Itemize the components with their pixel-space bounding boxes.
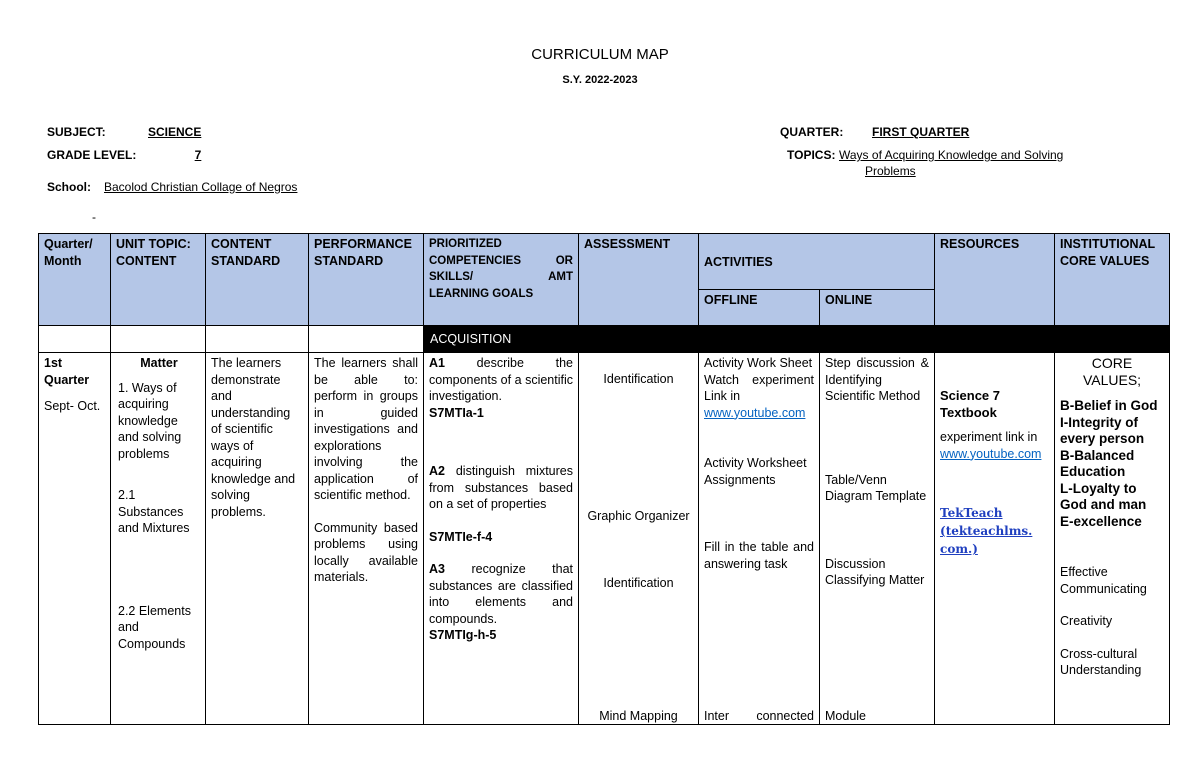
core-values-cell (1055, 353, 1170, 725)
competencies-line-2: COMPETENCIES OR (429, 254, 573, 267)
tekteach-line-3[interactable]: com.) (940, 542, 978, 556)
competency-a2-tag: S7MTIe-f-4 (429, 529, 493, 544)
competency-a3 (429, 561, 573, 627)
core-value-4: L-Loyalty to God and man (1060, 480, 1147, 512)
header-quarter: Quarter/ Month (39, 234, 111, 326)
unit-title: Matter (140, 356, 178, 370)
core-value-6: Effective Communicating (1060, 565, 1147, 596)
quarter-value: FIRST QUARTER (872, 125, 970, 139)
online-4: Module (825, 708, 866, 723)
core-value-8: Cross-cultural Understanding (1060, 646, 1142, 677)
competency-a1-text: describe the components of a scientific investigation. (429, 356, 573, 403)
curriculum-table (38, 233, 1170, 725)
header-activities: ACTIVITIES (699, 234, 935, 290)
quarter-text: 1st Quarter (44, 356, 90, 387)
topics-value-line2: Problems (865, 164, 916, 178)
acq-empty-1 (39, 326, 111, 353)
header-content-standard: CONTENT STANDARD (206, 234, 309, 326)
resource-textbook: Science 7 Textbook (940, 388, 1001, 420)
assessment-4: Mind Mapping (599, 708, 678, 723)
resource-tekteach[interactable] (940, 504, 1049, 558)
core-value-7: Creativity (1060, 614, 1113, 628)
grade-level-value: 7 (194, 148, 202, 162)
content-standard-text: The learners demonstrate and understanding of scientific ways of acquiring knowledge and solving problems. (211, 356, 296, 519)
header-resources: RESOURCES (935, 234, 1055, 326)
header-performance-standard: PERFORMANCE STANDARD (309, 234, 424, 326)
header-core-values: INSTITUTIONAL CORE VALUES (1055, 234, 1170, 326)
online-cell (820, 353, 935, 725)
core-value-3: B-Balanced Education (1060, 447, 1135, 479)
acq-empty-2 (111, 326, 206, 353)
competencies-line-4: LEARNING GOALS (429, 287, 534, 300)
competency-a2-text: distinguish mixtures from substances based on a set of properties (429, 464, 573, 511)
acq-empty-3 (206, 326, 309, 353)
grade-level-label: GRADE LEVEL: (47, 148, 137, 162)
competency-a1-tag: S7MTIa-1 (429, 405, 484, 420)
competency-a3-code: A3 (429, 562, 445, 576)
topics-value-line1: Ways of Acquiring Knowledge and Solving (839, 148, 1064, 162)
competency-a3-text: recognize that substances are classified into elements and compounds. (429, 562, 573, 626)
competency-a2-code: A2 (429, 464, 445, 478)
offline-5: Inter connected (704, 708, 814, 723)
offline-4: Fill in the table and answering task (704, 540, 814, 571)
core-values-title: CORE VALUES; (1082, 355, 1142, 388)
resource-link[interactable]: www.youtube.com (940, 446, 1042, 461)
competency-a1 (429, 355, 573, 405)
school-year: S.Y. 2022-2023 (562, 74, 638, 86)
competencies-cell (424, 353, 579, 725)
school-value: Bacolod Christian Collage of Negros (104, 180, 298, 194)
tekteach-line-2[interactable]: (tekteachlms. (940, 524, 1033, 538)
tekteach-line-1[interactable]: TekTeach (940, 506, 1003, 520)
header-offline: OFFLINE (699, 290, 820, 326)
acquisition-banner: ACQUISITION (424, 326, 1170, 353)
unit-item-1: 1. Ways of acquiring knowledge and solving problems (118, 380, 182, 461)
header-unit-topic: UNIT TOPIC: CONTENT (111, 234, 206, 326)
dash-mark: - (92, 210, 96, 224)
performance-standard-text-1: The learners shall be able to: perform in groups in guided investigations and explorations involving the application of scientific method. (314, 356, 418, 502)
acq-empty-4 (309, 326, 424, 353)
header-competencies (424, 234, 579, 326)
subject-value: SCIENCE (148, 125, 202, 139)
competencies-line-1: PRIORITIZED (429, 238, 502, 250)
resource-experiment: experiment link in (940, 430, 1038, 444)
performance-standard-text-2: Community based problems using locally available materials. (314, 520, 418, 584)
topics-label: TOPICS: (787, 148, 836, 162)
assessment-3: Identification (603, 576, 674, 590)
school-label: School: (47, 180, 91, 194)
unit-topic-cell (111, 353, 206, 725)
competencies-line-3: SKILLS/ AMT (429, 271, 573, 283)
competency-a3-tag: S7MTIg-h-5 (429, 628, 497, 642)
resources-cell (935, 353, 1055, 725)
document-title: CURRICULUM MAP (531, 46, 669, 63)
competency-a1-code: A1 (429, 356, 445, 370)
offline-2: Watch experiment Link in (704, 372, 814, 403)
offline-cell (699, 353, 820, 725)
quarter-label: QUARTER: (780, 125, 844, 139)
offline-3: Activity Worksheet Assignments (704, 456, 807, 487)
quarter-cell (39, 353, 111, 725)
offline-link[interactable]: www.youtube.com (704, 405, 806, 420)
assessment-2: Graphic Organizer (587, 508, 690, 523)
header-assessment: ASSESSMENT (579, 234, 699, 326)
core-value-2: I-Integrity of every person (1060, 414, 1145, 446)
header-online: ONLINE (820, 290, 935, 326)
assessment-cell (579, 353, 699, 725)
unit-item-3: 2.2 Elements and Compounds (118, 603, 191, 651)
online-2: Table/Venn Diagram Template (825, 472, 927, 503)
offline-1: Activity Work Sheet (704, 356, 813, 370)
online-1: Step discussion & Identifying Scientific Method (825, 356, 930, 403)
core-value-5: E-excellence (1060, 513, 1142, 529)
online-3: Discussion Classifying Matter (825, 556, 925, 587)
core-value-1: B-Belief in God (1060, 398, 1158, 413)
assessment-1: Identification (603, 372, 674, 386)
subject-label: SUBJECT: (47, 125, 106, 139)
content-standard-cell (206, 353, 309, 725)
performance-standard-cell (309, 353, 424, 725)
unit-item-2: 2.1 Substances and Mixtures (118, 488, 190, 535)
competency-a2 (429, 463, 573, 513)
month-text: Sept- Oct. (44, 399, 101, 413)
